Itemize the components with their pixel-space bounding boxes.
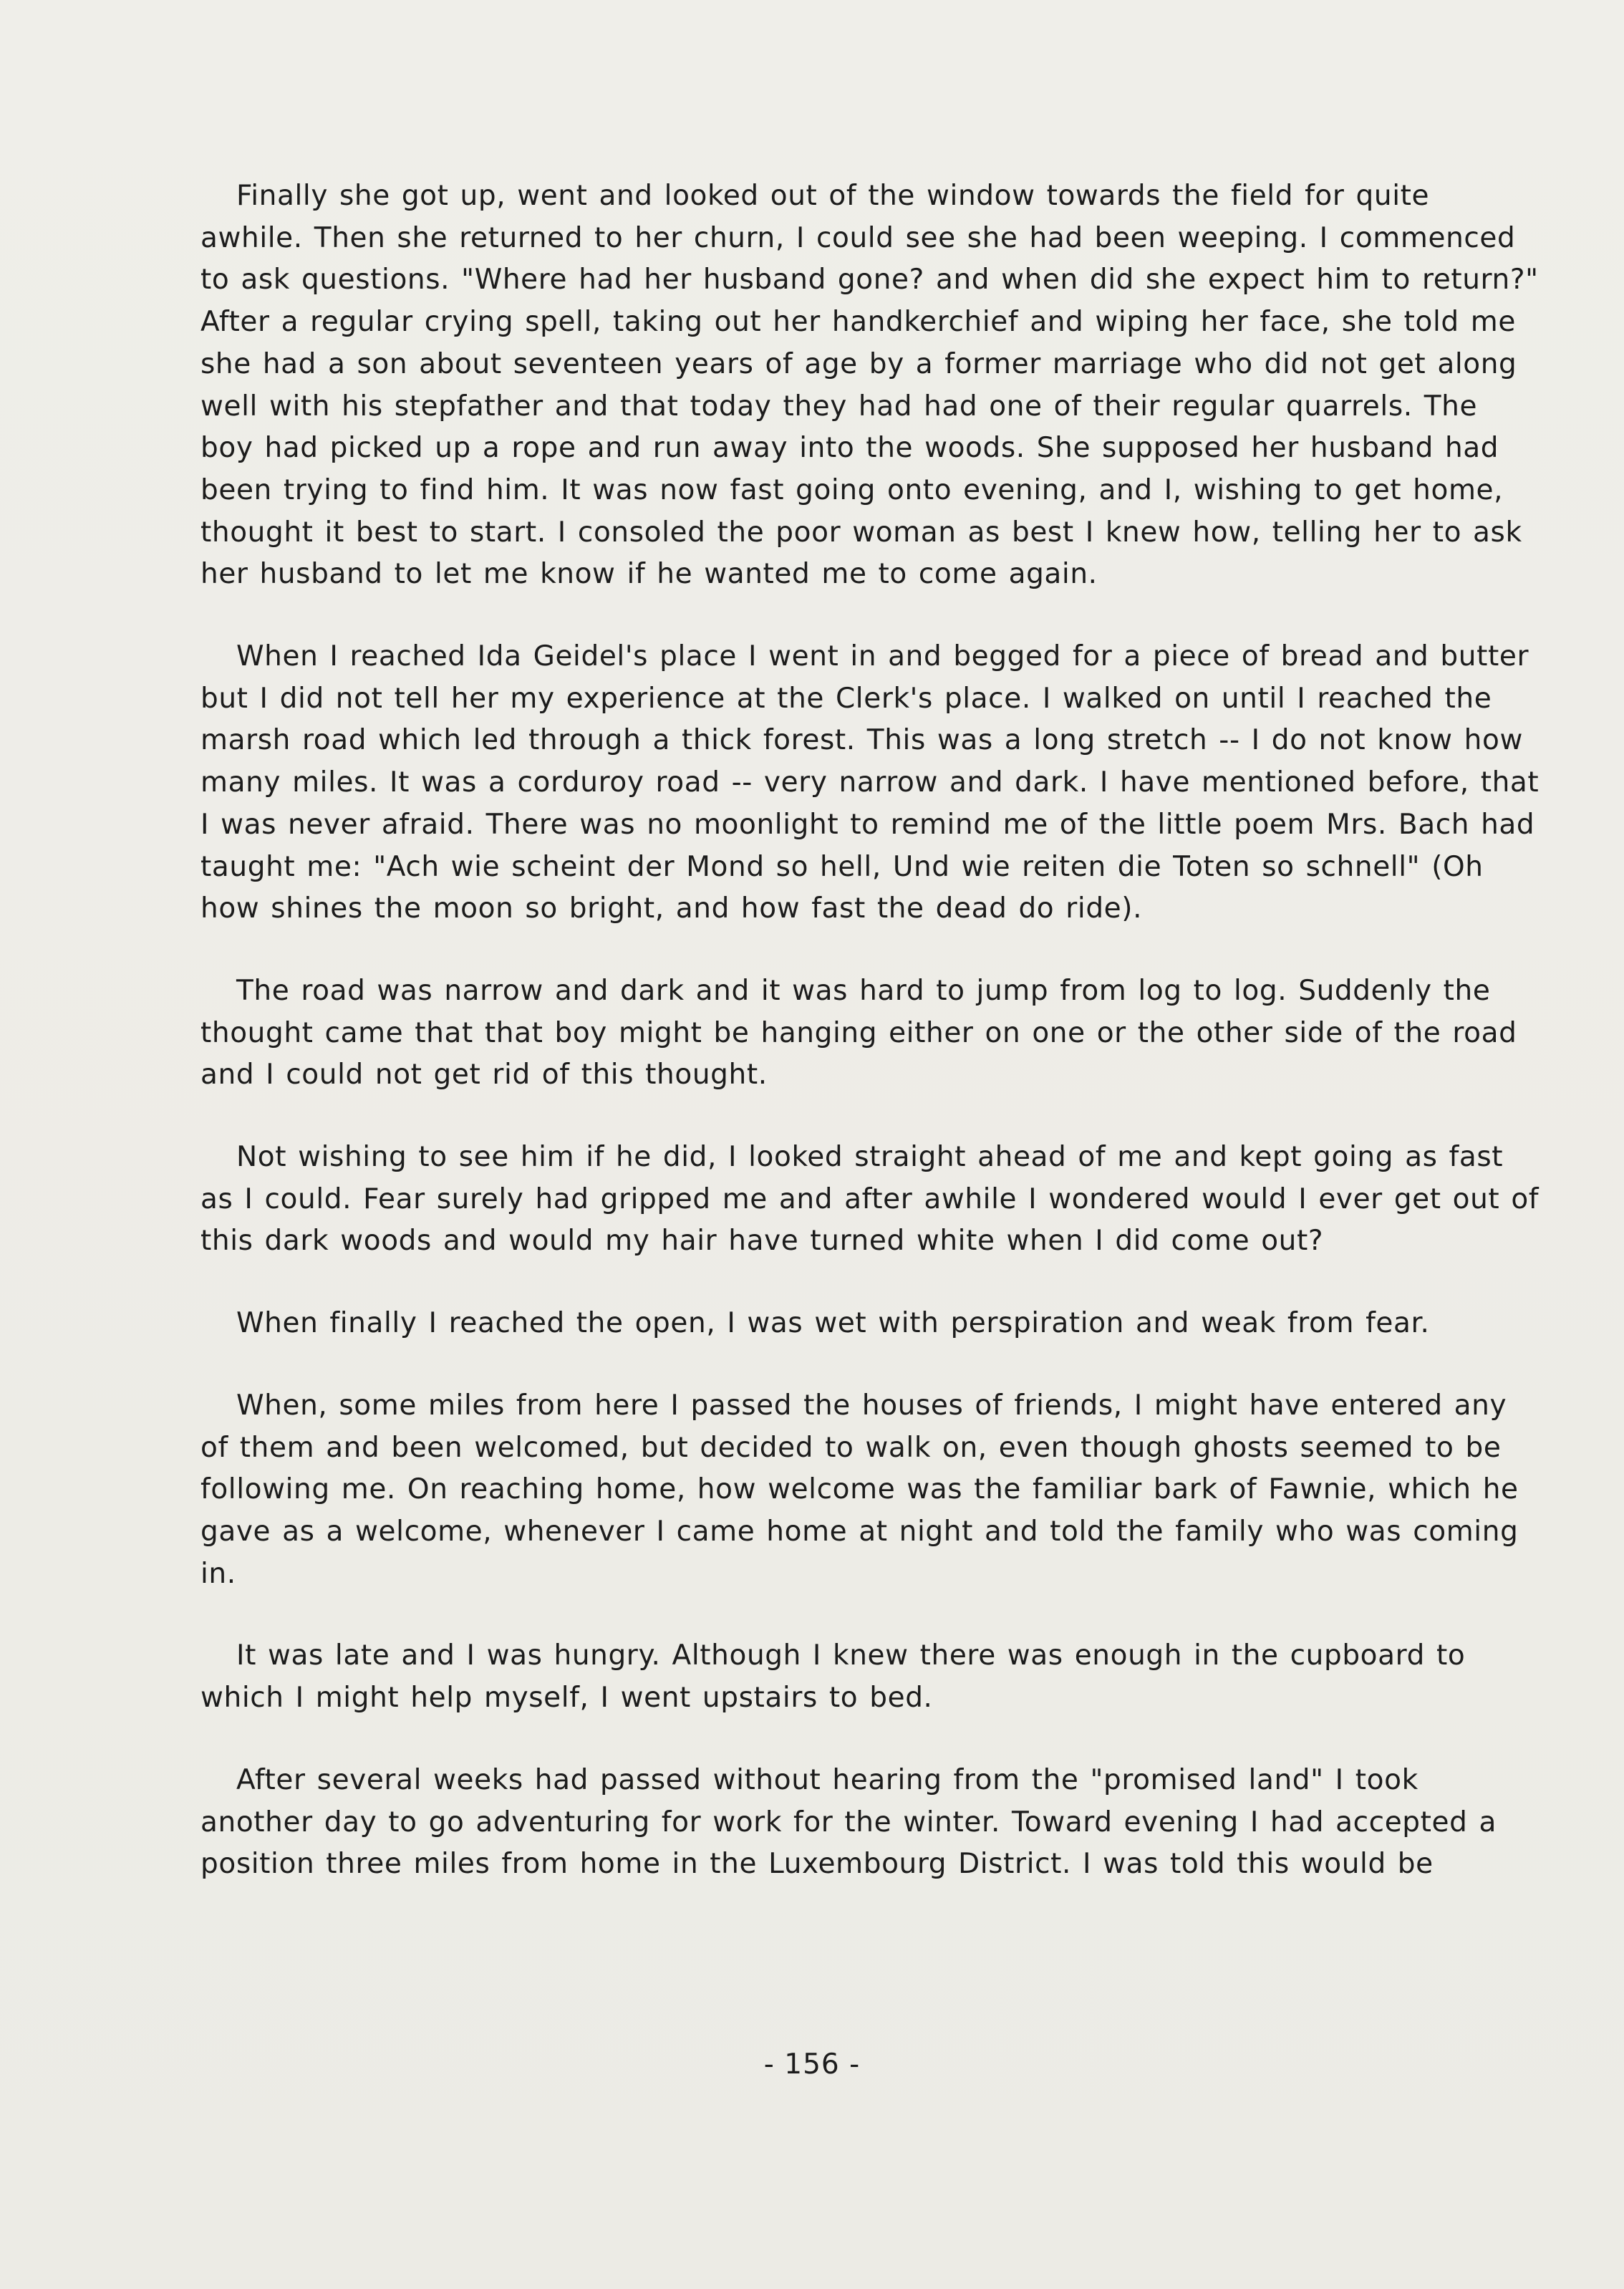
paragraph-2: When I reached Ida Geidel's place I went in and begged for a piece of bread and butter but I did not tell her my experience at the Clerk's place. I walked on until I reached the marsh road which led through a thick forest. This was a long stretch -- I do not know how many miles. It was a corduroy road -- very narrow and dark. I have mentioned before, that I was never afraid. There was no moonlight to remind me of the little poem Mrs. Bach had taught me: "Ach wie scheint der Mond so hell, Und wie reiten die Toten so schnell" (Oh how shines the moon so bright, and how fast the dead do ride).	[200, 640, 1540, 925]
paragraph-6: When, some miles from here I passed the houses of friends, I might have entered any of them and been welcomed, but decided to walk on, even though ghosts seemed to be following me. On reaching home, how welcome was the familiar bark of Fawnie, which he gave as a welcome, whenever I came home at night and told the family who was coming in.	[200, 1389, 1519, 1590]
paragraph-5: When finally I reached the open, I was wet with perspiration and weak from fear.	[236, 1307, 1430, 1340]
paragraph-8: After several weeks had passed without hearing from the "promised land" I took another day to go adventuring for work for the winter. Toward evening I had accepted a position three miles from home in the Luxembourg District. I was told this would be	[200, 1763, 1497, 1881]
paragraph-1: Finally she got up, went and looked out of the window towards the field for quite awhile. Then she returned to her churn, I could see she had been weeping. I commenced to ask questions. "Where had her husband gone? and when did she expect him to return?" After a regular crying spell, taking out her handkerchief and wiping her face, she told me she had a son about seventeen years of age by a former marriage who did not get along well with his stepfather and that today they had had one of their regular quarrels. The boy had picked up a rope and run away into the woods. She supposed her husband had been trying to find him. It was now fast going onto evening, and I, wishing to get home, thought it best to start. I consoled the poor woman as best I knew how, telling her to ask her husband to let me know if he wanted me to come again.	[200, 180, 1539, 591]
page-number: - 156 -	[763, 2048, 861, 2081]
paragraph-7: It was late and I was hungry. Although I knew there was enough in the cupboard to which I might help myself, I went upstairs to bed.	[200, 1639, 1466, 1715]
body-text	[200, 175, 1540, 1926]
paragraph-4: Not wishing to see him if he did, I looked straight ahead of me and kept going as fast as I could. Fear surely had gripped me and after awhile I wondered would I ever get out of this dark woods and would my hair have turned white when I did come out?	[200, 1141, 1540, 1258]
paragraph-3: The road was narrow and dark and it was hard to jump from log to log. Suddenly the thought came that that boy might be hanging either on one or the other side of the road and I could not get rid of this thought.	[200, 974, 1517, 1092]
